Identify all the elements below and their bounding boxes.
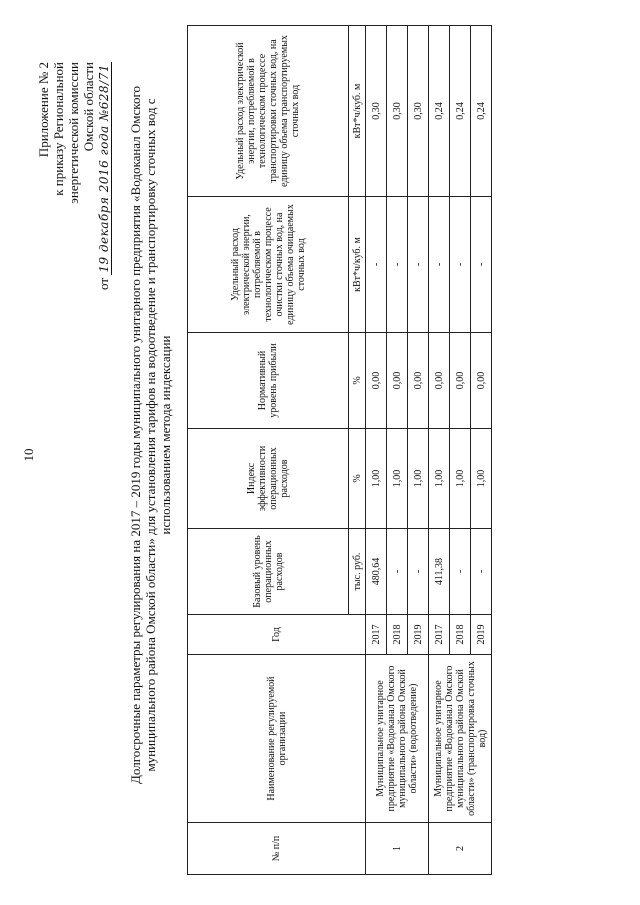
unit-energy-clean: кВт*ч/куб. м	[349, 197, 366, 333]
page-number: 10	[21, 448, 36, 462]
org-name: Муниципальное унитарное предприятие «Водоканал Омского муниципального района Омской области» (водоотведение)	[366, 655, 429, 823]
cell-profit: 0,00	[471, 333, 492, 429]
header-year: Год	[188, 615, 366, 655]
row-num: 2	[429, 823, 492, 875]
cell-energy-transport: 0,24	[429, 26, 450, 197]
cell-year: 2018	[450, 615, 471, 655]
appendix-order: к приказу Региональной	[51, 62, 66, 196]
cell-energy-clean: -	[450, 197, 471, 333]
cell-profit: 0,00	[408, 333, 429, 429]
cell-base: -	[471, 529, 492, 615]
cell-year: 2017	[366, 615, 387, 655]
appendix-region: Омской области	[81, 62, 96, 152]
cell-energy-transport: 0,24	[450, 26, 471, 197]
header-index: Индекс эффективности операционных расходов	[188, 429, 349, 529]
cell-base: -	[387, 529, 408, 615]
header-base: Базовый уровень операционных расходов	[188, 529, 349, 615]
unit-energy-transport: кВт*ч/куб. м	[349, 26, 366, 197]
document-heading: Долгосрочные параметры регулирования на 2017 – 2019 годы муниципального унитарного предприятия «Водоканал Омского муниципального района Омской области» для установления тарифов на водоотведение и транспортировку сточных вод с использованием метода индексации	[128, 86, 173, 784]
header-energy-clean: Удельный расход электрической энергии, потребляемой в технологическом процессе очистки сточных вод, на единицу объема очищаемых сточных вод	[188, 197, 349, 333]
cell-energy-clean: -	[408, 197, 429, 333]
cell-energy-clean: -	[366, 197, 387, 333]
table-header-row	[188, 26, 349, 875]
cell-year: 2019	[408, 615, 429, 655]
cell-energy-transport: 0,30	[366, 26, 387, 197]
cell-index: 1,00	[366, 429, 387, 529]
cell-energy-clean: -	[387, 197, 408, 333]
cell-index: 1,00	[450, 429, 471, 529]
cell-index: 1,00	[471, 429, 492, 529]
cell-energy-clean: -	[471, 197, 492, 333]
cell-index: 1,00	[387, 429, 408, 529]
cell-year: 2019	[471, 615, 492, 655]
header-energy-transport: Удельный расход электрической энергии, потребляемой в технологическом процессе транспортировки сточных вод, на единицу объема транспортируемых сточных вод	[188, 26, 349, 197]
cell-energy-transport: 0,24	[471, 26, 492, 197]
cell-profit: 0,00	[366, 333, 387, 429]
appendix-date-line	[96, 62, 112, 290]
appendix-commission: энергетической комиссии	[66, 62, 81, 204]
cell-energy-transport: 0,30	[408, 26, 429, 197]
unit-profit: %	[349, 333, 366, 429]
unit-index: %	[349, 429, 366, 529]
header-num: № п/п	[188, 823, 366, 875]
appendix-date-prefix: от	[96, 277, 111, 290]
cell-energy-transport: 0,30	[387, 26, 408, 197]
table-row	[429, 26, 450, 875]
header-org: Наименование регулируемой организации	[188, 655, 366, 823]
row-num: 1	[366, 823, 429, 875]
cell-base: -	[450, 529, 471, 615]
cell-profit: 0,00	[429, 333, 450, 429]
cell-base: 480,64	[366, 529, 387, 615]
cell-index: 1,00	[429, 429, 450, 529]
table-row	[366, 26, 387, 875]
appendix-title: Приложение № 2	[36, 62, 51, 158]
cell-base: -	[408, 529, 429, 615]
header-profit: Нормативный уровень прибыли	[188, 333, 349, 429]
cell-profit: 0,00	[450, 333, 471, 429]
cell-base: 411,38	[429, 529, 450, 615]
cell-year: 2018	[387, 615, 408, 655]
cell-index: 1,00	[408, 429, 429, 529]
cell-year: 2017	[429, 615, 450, 655]
cell-profit: 0,00	[387, 333, 408, 429]
cell-energy-clean: -	[429, 197, 450, 333]
unit-base: тыс. руб.	[349, 529, 366, 615]
org-name: Муниципальное унитарное предприятие «Водоканал Омского муниципального района Омской области» (транспортировка сточных вод)	[429, 655, 492, 823]
appendix-block	[36, 62, 112, 290]
handwritten-date: 19 декабря 2016 года №628/71	[97, 64, 111, 273]
parameters-table	[187, 25, 492, 875]
